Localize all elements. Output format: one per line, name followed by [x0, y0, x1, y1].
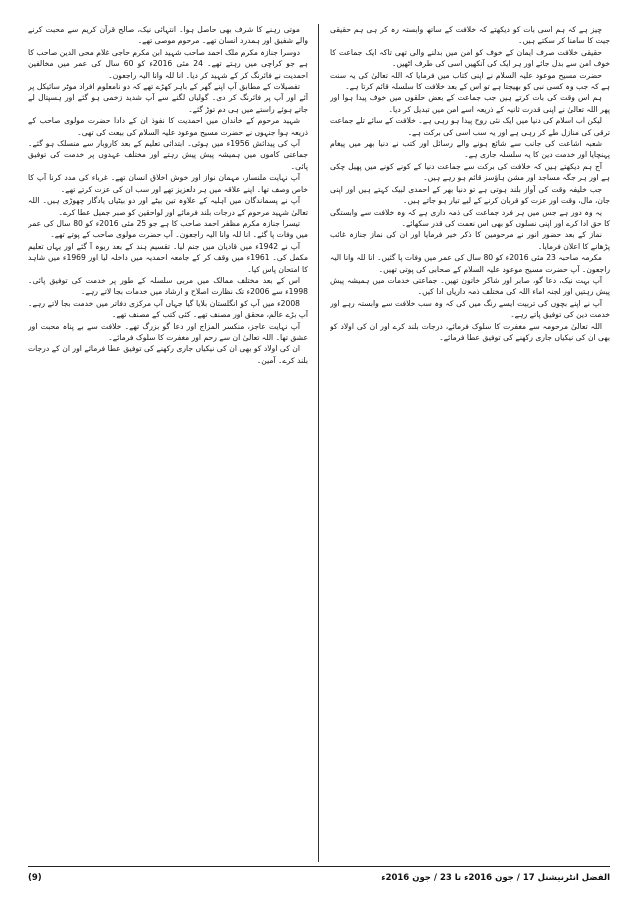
page-footer [28, 870, 610, 886]
paragraph: 2008ء میں آپ کو انگلستان بلایا گیا جہاں آپ مرکزی دفاتر میں خدمت بجا لاتے رہے۔ آپ بڑے عالم، محقق اور مصنف تھے۔ کئی کتب کے مصنف تھے۔ [28, 298, 308, 320]
paragraph: یہ وہ دور ہے جس میں ہر فرد جماعت کی ذمہ داری ہے کہ وہ خلافت سے وابستگی کا حق ادا کرے اور اپنی نسلوں کو بھی اس نعمت کی قدر سکھائے۔ [330, 207, 610, 228]
left-text-column [28, 24, 308, 862]
paragraph: ان کی اولاد کو بھی ان کی نیکیاں جاری رکھنے کی توفیق عطا فرمائے اور ان کے درجات بلند کرے۔ آمین۔ [28, 344, 308, 365]
paragraph: تفصیلات کے مطابق آپ اپنے گھر کے باہر کھڑے تھے کہ دو نامعلوم افراد موٹر سائیکل پر آئے اور آپ پر فائرنگ کر دی۔ گولیاں لگنے سے آپ شدید زخمی ہو گئے اور ہسپتال لے جاتے ہوئے راستے میں ہی دم توڑ گئے۔ [28, 82, 308, 114]
paragraph: دوسرا جنازہ مکرم ملک احمد صاحب شہید ابن مکرم حاجی غلام محی الدین صاحب کا ہے جو کراچی میں رہتے تھے۔ 24 مئی 2016ء کو 60 سال کی عمر میں مخالفین احمدیت نے فائرنگ کر کے شہید کر دیا۔ انا للہ وانا الیہ راجعون۔ [28, 47, 308, 80]
paragraph: مکرمہ صاحبہ 23 مئی 2016ء کو 80 سال کی عمر میں وفات پا گئیں۔ انا للہ وانا الیہ راجعون۔ آپ حضرت مسیح موعود علیہ السلام کے صحابی کی پوتی تھیں۔ [330, 253, 610, 274]
paragraph: چیز ہے کہ ہم اسی بات کو دیکھتے کہ خلافت کے ساتھ وابستہ رہ کر ہی ہم حقیقی جیت کا سامنا کر سکتے ہیں۔ [330, 25, 610, 46]
page-number: (9) [28, 873, 42, 883]
paragraph: آپ نہایت ملنسار، مہمان نواز اور خوش اخلاق انسان تھے۔ غرباء کی مدد کرنا آپ کا خاص وصف تھا۔ اپنے علاقہ میں ہر دلعزیز تھے اور سب ان کی عزت کرتے تھے۔ [28, 173, 308, 194]
paragraph: جب خلیفہ وقت کی آواز بلند ہوتی ہے تو دنیا بھر کے احمدی لبیک کہتے ہیں اور اپنی جان، مال، وقت اور عزت کو قربان کرنے کے لیے تیار ہو جاتے ہیں۔ [330, 184, 610, 206]
paragraph: لیکن اب اسلام کی دنیا میں ایک نئی روح پیدا ہو رہی ہے۔ خلافت کے سائے تلے جماعت ترقی کی منازل طے کر رہی ہے اور یہ سب اسی کی برکت ہے۔ [330, 116, 610, 137]
right-text-column [330, 24, 610, 862]
paragraph: آپ نے پسماندگان میں اہلیہ کے علاوہ تین بیٹے اور دو بیٹیاں یادگار چھوڑی ہیں۔ اللہ تعالیٰ شہید مرحوم کے درجات بلند فرمائے اور لواحقین کو صبر جمیل عطا کرے۔ [28, 196, 308, 217]
paragraph: اللہ تعالیٰ مرحومہ سے مغفرت کا سلوک فرمائے، درجات بلند کرے اور ان کی اولاد کو بھی ان کی نیکیاں جاری رکھنے کی توفیق عطا فرمائے۔ [330, 321, 610, 342]
column-divider [318, 24, 319, 862]
paragraph: اس کے بعد مختلف ممالک میں مربی سلسلہ کے طور پر خدمت کی توفیق پائی۔ 1998ء سے 2006ء تک نظارت اصلاح و ارشاد میں خدمات بجا لاتے رہے۔ [28, 275, 308, 297]
paragraph: حضرت مسیح موعود علیہ السلام نے اپنی کتاب میں فرمایا کہ اللہ تعالیٰ کی یہ سنت ہے کہ جب وہ کسی نبی کو بھیجتا ہے تو اس کے بعد خلافت کا سلسلہ قائم کرتا ہے۔ [330, 70, 610, 92]
paragraph: شہید مرحوم کے خاندان میں احمدیت کا نفوذ ان کے دادا حضرت مولوی صاحب کے ذریعہ ہوا جنہوں نے حضرت مسیح موعود علیہ السلام کی بیعت کی تھی۔ [28, 116, 308, 137]
newspaper-page [28, 24, 610, 862]
paragraph: آپ نے 1942ء میں قادیان میں جنم لیا۔ تقسیم ہند کے بعد ربوہ آ گئے اور یہاں تعلیم مکمل کی۔ 1961ء میں وقف کر کے جامعہ احمدیہ میں داخلہ لیا اور 1969ء میں شاہد کا امتحان پاس کیا۔ [28, 241, 308, 274]
paragraph: موتی رہنے کا شرف بھی حاصل ہوا۔ انتہائی نیک، صالح قرآن کریم سے محبت کرنے والے شفیق اور ہمدرد انسان تھے۔ مرحوم موصی تھے۔ [28, 25, 308, 46]
paragraph: آج ہم دیکھتے ہیں کہ خلافت کی برکت سے جماعت دنیا کے کونے کونے میں پھیل چکی ہے اور ہر جگہ مساجد اور مشن ہاؤسز قائم ہو رہے ہیں۔ [330, 161, 610, 183]
paragraph: حقیقی خلافت صرف ایمان کے خوف کو امن میں بدلنے والی تھی تاکہ ایک جماعت کا خوف امن سے بدل جائے اور ہر ایک کی آنکھیں اسی کی طرف اٹھیں۔ [330, 47, 610, 69]
footer-rule [28, 866, 610, 867]
paragraph: آپ نے اپنے بچوں کی تربیت ایسے رنگ میں کی کہ وہ سب خلافت سے وابستہ رہے اور خدمت دین کی توفیق پاتے رہے۔ [330, 298, 610, 320]
paragraph: نماز کے بعد حضور انور نے مرحومین کا ذکر خیر فرمایا اور ان کی نماز جنازہ غائب پڑھانے کا اعلان فرمایا۔ [330, 230, 610, 251]
issue-date: الفضل انٹرنیشنل 17 / جون 2016ء تا 23 / جون 2016ء [381, 873, 610, 883]
text-columns [28, 24, 610, 862]
paragraph: آپ کی پیدائش 1956ء میں ہوئی۔ ابتدائی تعلیم کے بعد کاروبار سے منسلک ہو گئے۔ جماعتی کاموں میں ہمیشہ پیش پیش رہتے اور مختلف عہدوں پر خدمت کی توفیق پائی۔ [28, 139, 308, 171]
paragraph: شعبہ اشاعت کی جانب سے شائع ہونے والے رسائل اور کتب نے دنیا بھر میں پیغام پہنچایا اور خدمت دین کا یہ سلسلہ جاری ہے۔ [330, 139, 610, 160]
paragraph: ہم اس وقت کی بات کرتے ہیں جب جماعت کے بعض حلقوں میں خوف پیدا ہوا اور پھر اللہ تعالیٰ نے اپنی قدرت ثانیہ کے ذریعہ اسے امن میں تبدیل کر دیا۔ [330, 93, 610, 114]
paragraph: تیسرا جنازہ مکرم مظفر احمد صاحب کا ہے جو 25 مئی 2016ء کو 80 سال کی عمر میں وفات پا گئے۔ انا للہ وانا الیہ راجعون۔ آپ حضرت مولوی صاحب کے پوتے تھے۔ [28, 218, 308, 240]
paragraph: آپ نہایت عاجز، منکسر المزاج اور دعا گو بزرگ تھے۔ خلافت سے بے پناہ محبت اور عشق تھا۔ اللہ تعالیٰ ان سے رحم اور مغفرت کا سلوک فرمائے۔ [28, 321, 308, 342]
paragraph: آپ بہت نیک، دعا گو، صابر اور شاکر خاتون تھیں۔ جماعتی خدمات میں ہمیشہ پیش پیش رہتیں اور لجنہ اماء اللہ کی مختلف ذمہ داریاں ادا کیں۔ [330, 275, 610, 297]
